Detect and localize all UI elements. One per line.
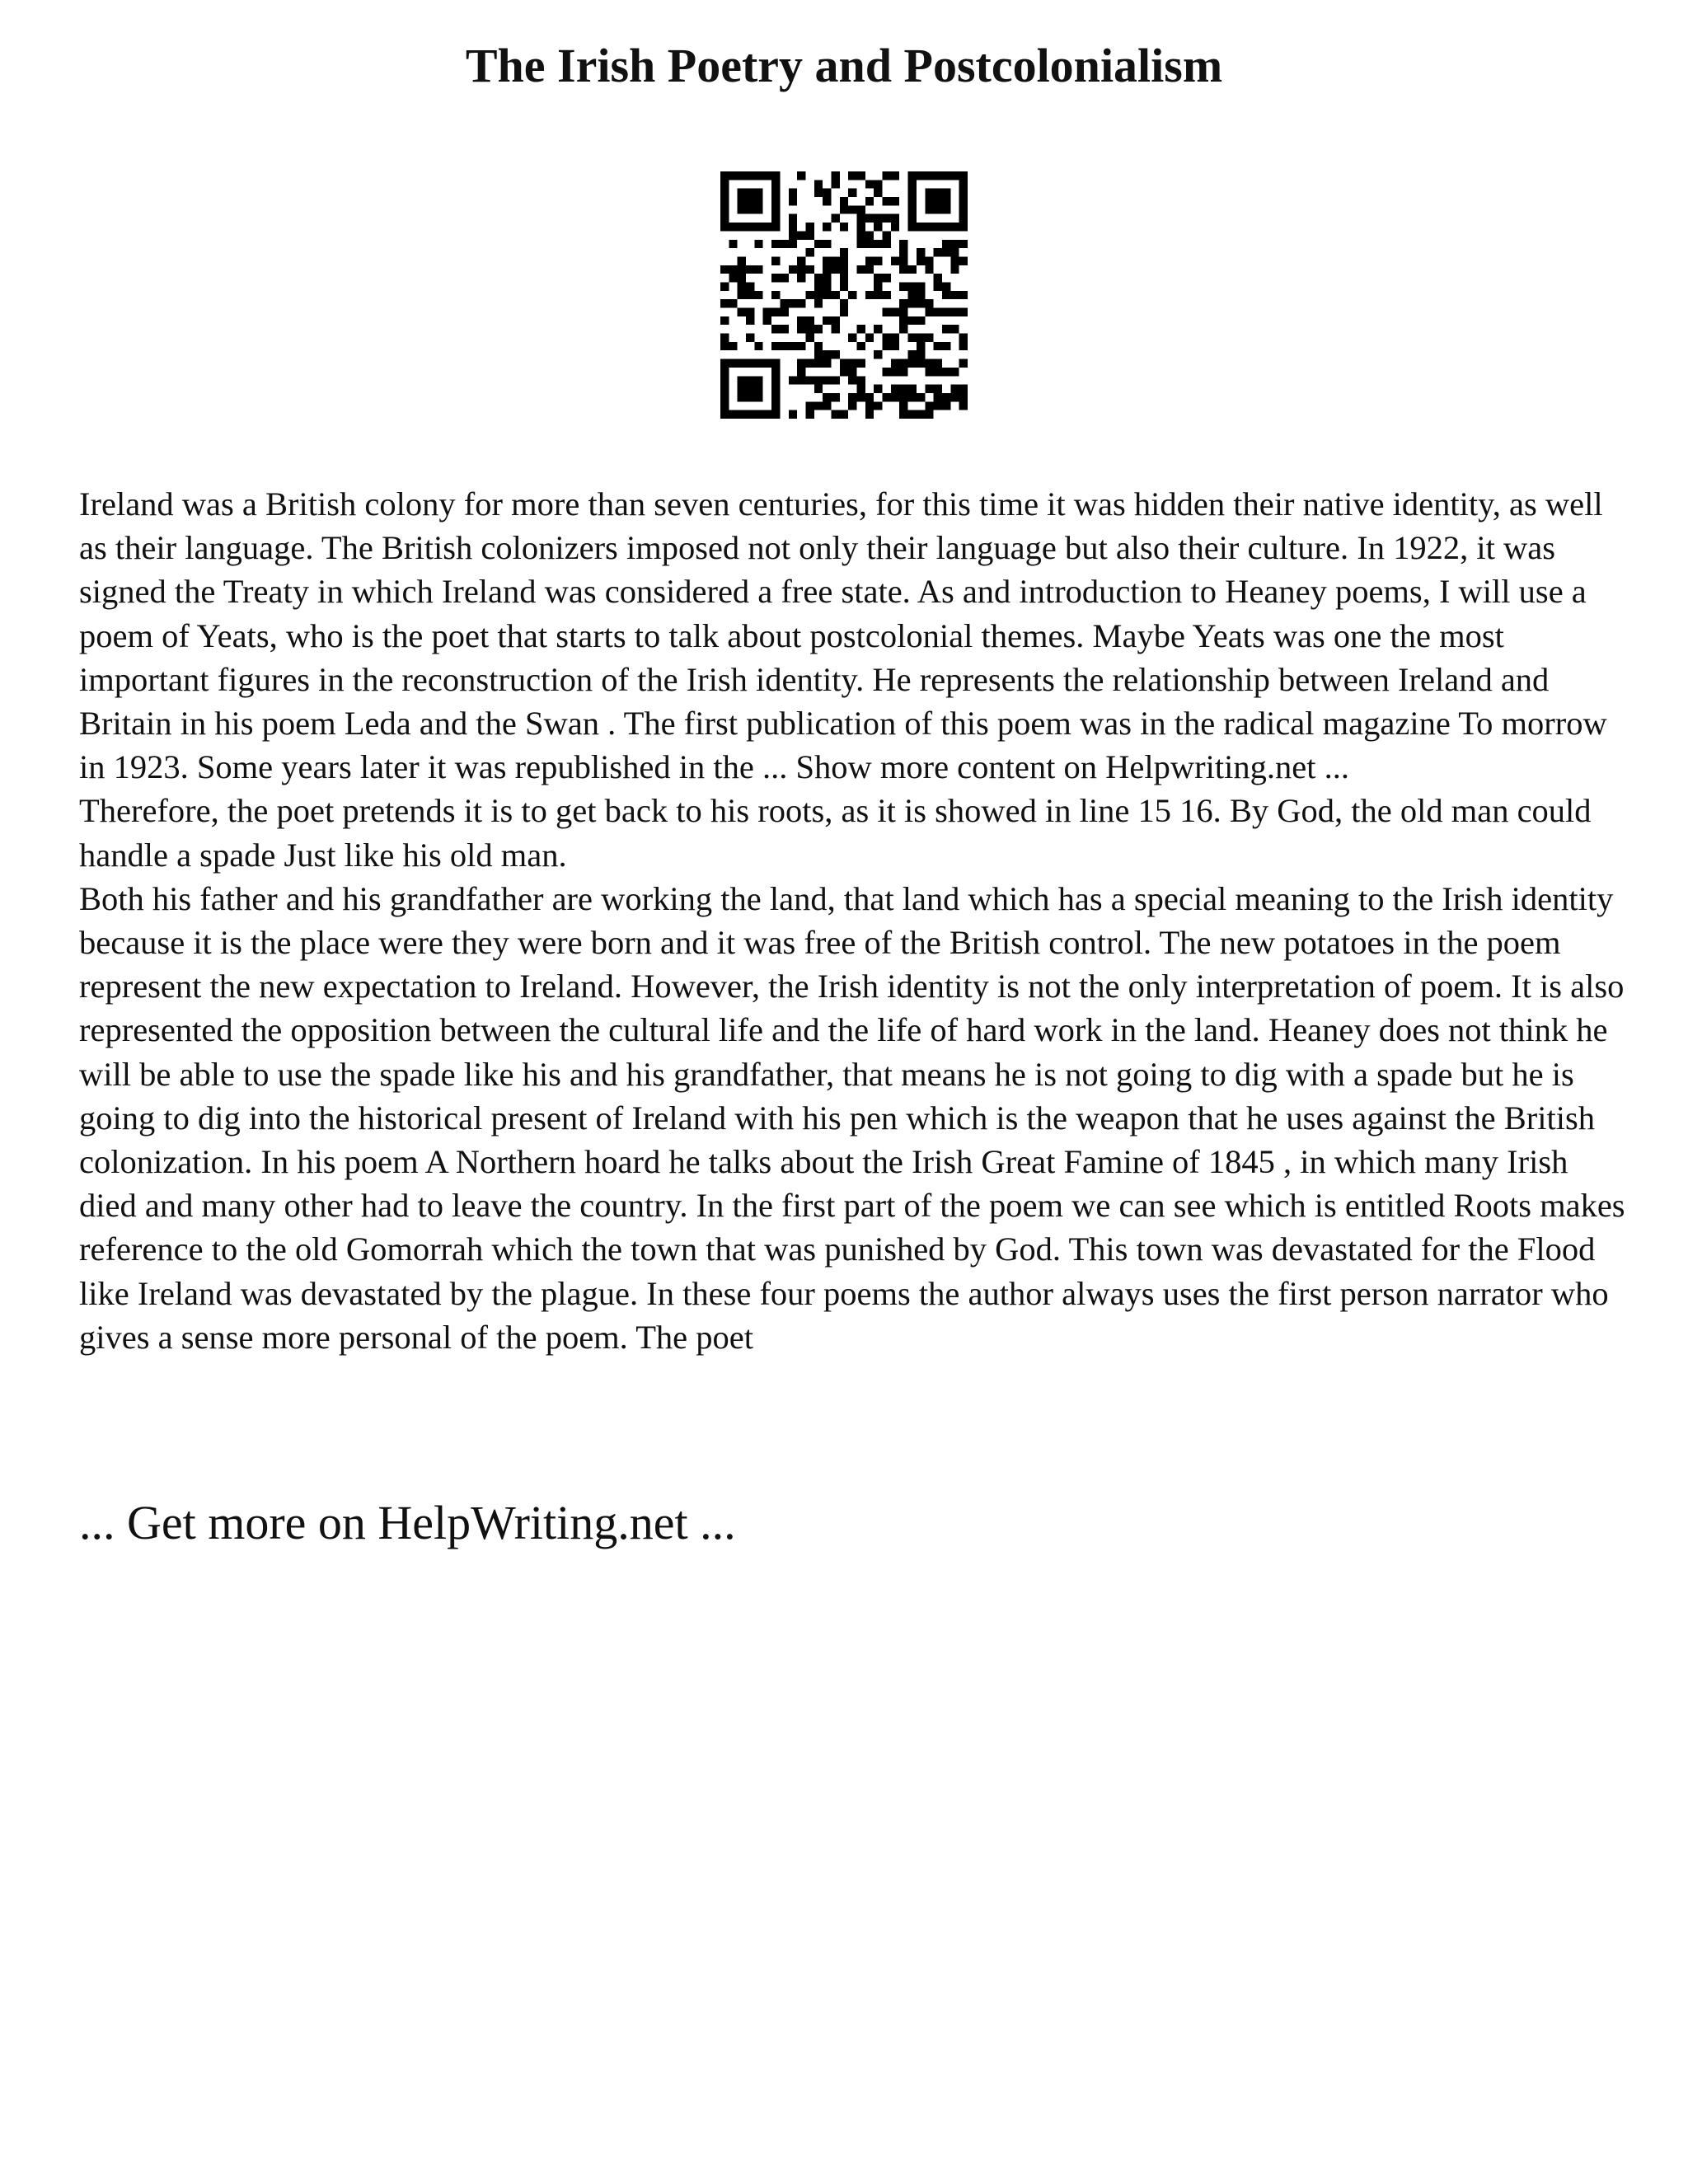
get-more-link[interactable]: ... Get more on HelpWriting.net ... — [79, 1496, 736, 1549]
article-body — [79, 482, 1629, 1359]
page-title: The Irish Poetry and Postcolonialism — [465, 39, 1223, 92]
paragraph: Both his father and his grandfather are working the land, that land which has a special meaning to the Irish identity because it is the place were they were born and it was free of the British control. The new potatoes in the poem represent the new expectation to Ireland. However, the Irish identity is not the only interpretation of poem. It is also represented the opposition between the cultural life and the life of hard work in the land. Heaney does not think he will be able to use the spade like his and his grandfather, that means he is not going to dig with a spade but he is going to dig into the historical present of Ireland with his pen which is the weapon that he uses against the British colonization. In his poem A Northern hoard he talks about the Irish Great Famine of 1845 , in which many Irish died and many other had to leave the country. In the first part of the poem we can see which is entitled Roots makes reference to the old Gomorrah which the town that was punished by God. This town was devastated for the Flood like Ireland was devastated by the plague. In these four poems the author always uses the first person narrator who gives a sense more personal of the poem. The poet — [79, 879, 1625, 1356]
paragraph: Ireland was a British colony for more than seven centuries, for this time it was hidden their native identity, as well as their language. The British colonizers imposed not only their language but also their culture. In 1922, it was signed the Treaty in which Ireland was considered a free state. As and introduction to Heaney poems, I will use a poem of Yeats, who is the poet that starts to talk about postcolonial themes. Maybe Yeats was one the most important figures in the reconstruction of the Irish identity. He represents the relationship between Ireland and Britain in his poem Leda and the Swan . The first publication of this poem was in the radical magazine To morrow in 1923. Some years later it was republished in the ... Show more content on Helpwriting.net ... — [79, 485, 1607, 786]
paragraph: Therefore, the poet pretends it is to get back to his roots, as it is showed in line 15 16. By God, the old man could handle a spade Just like his old man. — [79, 792, 1592, 874]
qr-code-icon — [720, 171, 968, 419]
